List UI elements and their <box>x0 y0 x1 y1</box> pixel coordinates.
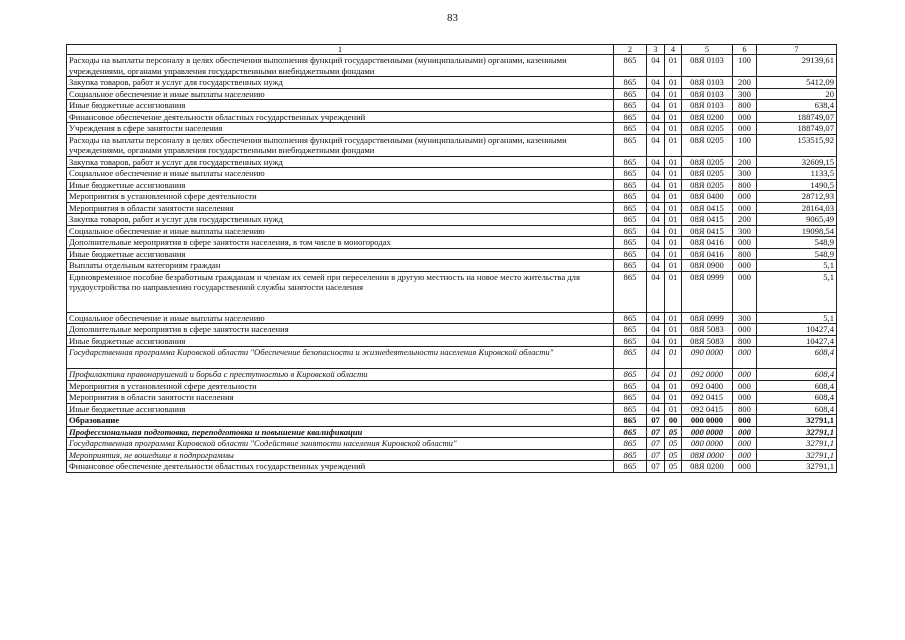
row-name-cell: Государственная программа Кировской области "Содействие занятости населения Кировской области" <box>67 438 614 450</box>
expense-type-cell: 100 <box>733 55 757 77</box>
row-name-cell: Финансовое обеспечение деятельности областных государственных учреждений <box>67 111 614 123</box>
table-row <box>67 392 837 404</box>
table-row <box>67 237 837 249</box>
row-name-cell: Иные бюджетные ассигнования <box>67 100 614 112</box>
table-row <box>67 415 837 427</box>
subsection-code-cell: 01 <box>665 214 682 226</box>
row-name-cell: Мероприятия в области занятости населения <box>67 202 614 214</box>
table-row <box>67 380 837 392</box>
grbs-code-cell: 865 <box>614 111 647 123</box>
row-name-cell: Мероприятия в установленной сфере деятельности <box>67 191 614 203</box>
row-name-cell: Учреждения в сфере занятости населения <box>67 123 614 135</box>
row-name-cell: Иные бюджетные ассигнования <box>67 403 614 415</box>
grbs-code-cell: 865 <box>614 449 647 461</box>
amount-cell: 32791,1 <box>757 426 837 438</box>
target-article-cell: 08Я 0416 <box>682 237 733 249</box>
section-code-cell: 04 <box>647 369 665 381</box>
grbs-code-cell: 865 <box>614 369 647 381</box>
amount-cell: 32791,1 <box>757 438 837 450</box>
amount-cell: 32791,1 <box>757 449 837 461</box>
table-row <box>67 100 837 112</box>
expense-type-cell: 000 <box>733 461 757 473</box>
section-code-cell: 04 <box>647 312 665 324</box>
table-row <box>67 248 837 260</box>
expense-type-cell: 300 <box>733 168 757 180</box>
row-name-cell: Мероприятия в установленной сфере деятельности <box>67 380 614 392</box>
expense-type-cell: 200 <box>733 77 757 89</box>
header-cell: 6 <box>733 45 757 55</box>
amount-cell: 28164,03 <box>757 202 837 214</box>
target-article-cell: 08Я 5083 <box>682 324 733 336</box>
subsection-code-cell: 01 <box>665 225 682 237</box>
grbs-code-cell: 865 <box>614 380 647 392</box>
table-row <box>67 179 837 191</box>
expense-type-cell: 800 <box>733 248 757 260</box>
grbs-code-cell: 865 <box>614 77 647 89</box>
row-name-cell: Единовременное пособие безработным гражданам и членам их семей при переселении в другую местность на новое место жительства для трудоустройства по направлению государственной службы занятости населения <box>67 271 614 312</box>
table-row <box>67 214 837 226</box>
row-name-cell: Иные бюджетные ассигнования <box>67 179 614 191</box>
amount-cell: 19098,54 <box>757 225 837 237</box>
grbs-code-cell: 865 <box>614 202 647 214</box>
section-code-cell: 04 <box>647 134 665 156</box>
grbs-code-cell: 865 <box>614 324 647 336</box>
row-name-cell: Дополнительные мероприятия в сфере занятости населения <box>67 324 614 336</box>
expense-type-cell: 200 <box>733 214 757 226</box>
grbs-code-cell: 865 <box>614 312 647 324</box>
amount-cell: 5,1 <box>757 312 837 324</box>
expense-type-cell: 000 <box>733 415 757 427</box>
target-article-cell: 08Я 0205 <box>682 179 733 191</box>
target-article-cell: 092 0415 <box>682 403 733 415</box>
subsection-code-cell: 01 <box>665 248 682 260</box>
table-row <box>67 77 837 89</box>
row-name-cell: Профессиональная подготовка, переподготовка и повышение квалификации <box>67 426 614 438</box>
subsection-code-cell: 01 <box>665 335 682 347</box>
header-cell: 3 <box>647 45 665 55</box>
row-name-cell: Социальное обеспечение и иные выплаты населению <box>67 168 614 180</box>
grbs-code-cell: 865 <box>614 88 647 100</box>
target-article-cell: 090 0000 <box>682 347 733 369</box>
table-row <box>67 426 837 438</box>
amount-cell: 9065,49 <box>757 214 837 226</box>
row-name-cell: Профилактика правонарушений и борьба с преступностью в Кировской области <box>67 369 614 381</box>
section-code-cell: 04 <box>647 392 665 404</box>
section-code-cell: 04 <box>647 225 665 237</box>
amount-cell: 28712,93 <box>757 191 837 203</box>
table-row <box>67 461 837 473</box>
target-article-cell: 08Я 0103 <box>682 55 733 77</box>
expense-type-cell: 000 <box>733 392 757 404</box>
subsection-code-cell: 05 <box>665 438 682 450</box>
section-code-cell: 07 <box>647 438 665 450</box>
expense-type-cell: 000 <box>733 369 757 381</box>
expense-type-cell: 800 <box>733 335 757 347</box>
amount-cell: 188749,07 <box>757 111 837 123</box>
section-code-cell: 07 <box>647 449 665 461</box>
amount-cell: 5,1 <box>757 271 837 312</box>
amount-cell: 5,1 <box>757 260 837 272</box>
amount-cell: 638,4 <box>757 100 837 112</box>
table-row <box>67 168 837 180</box>
expense-type-cell: 000 <box>733 324 757 336</box>
grbs-code-cell: 865 <box>614 392 647 404</box>
target-article-cell: 092 0000 <box>682 369 733 381</box>
section-code-cell: 04 <box>647 55 665 77</box>
section-code-cell: 04 <box>647 403 665 415</box>
expense-type-cell: 800 <box>733 100 757 112</box>
table-row <box>67 324 837 336</box>
target-article-cell: 000 0000 <box>682 415 733 427</box>
subsection-code-cell: 01 <box>665 392 682 404</box>
section-code-cell: 04 <box>647 168 665 180</box>
target-article-cell: 08Я 0205 <box>682 134 733 156</box>
table-row <box>67 111 837 123</box>
amount-cell: 153515,92 <box>757 134 837 156</box>
grbs-code-cell: 865 <box>614 168 647 180</box>
row-name-cell: Расходы на выплаты персоналу в целях обеспечения выполнения функций государственными (муниципальными) органами, казенными учреждениями, органами управления государственными внебюджетными фондами <box>67 134 614 156</box>
table-row <box>67 156 837 168</box>
expense-type-cell: 000 <box>733 438 757 450</box>
subsection-code-cell: 01 <box>665 179 682 191</box>
subsection-code-cell: 01 <box>665 380 682 392</box>
header-cell: 7 <box>757 45 837 55</box>
grbs-code-cell: 865 <box>614 55 647 77</box>
amount-cell: 5412,09 <box>757 77 837 89</box>
subsection-code-cell: 01 <box>665 123 682 135</box>
amount-cell: 32791,1 <box>757 461 837 473</box>
subsection-code-cell: 01 <box>665 191 682 203</box>
amount-cell: 608,4 <box>757 392 837 404</box>
target-article-cell: 08Я 0200 <box>682 111 733 123</box>
target-article-cell: 08Я 0415 <box>682 202 733 214</box>
budget-table <box>66 44 837 473</box>
table-row <box>67 271 837 312</box>
header-row <box>67 45 837 55</box>
section-code-cell: 04 <box>647 77 665 89</box>
amount-cell: 32609,15 <box>757 156 837 168</box>
table-row <box>67 312 837 324</box>
target-article-cell: 08Я 0400 <box>682 191 733 203</box>
target-article-cell: 08Я 0415 <box>682 225 733 237</box>
subsection-code-cell: 01 <box>665 369 682 381</box>
table-row <box>67 88 837 100</box>
target-article-cell: 08Я 0205 <box>682 168 733 180</box>
target-article-cell: 000 0000 <box>682 426 733 438</box>
amount-cell: 608,4 <box>757 403 837 415</box>
grbs-code-cell: 865 <box>614 260 647 272</box>
section-code-cell: 04 <box>647 123 665 135</box>
amount-cell: 1490,5 <box>757 179 837 191</box>
expense-type-cell: 000 <box>733 380 757 392</box>
section-code-cell: 04 <box>647 324 665 336</box>
expense-type-cell: 300 <box>733 225 757 237</box>
subsection-code-cell: 01 <box>665 77 682 89</box>
table-row <box>67 438 837 450</box>
amount-cell: 29139,61 <box>757 55 837 77</box>
row-name-cell: Закупка товаров, работ и услуг для государственных нужд <box>67 156 614 168</box>
grbs-code-cell: 865 <box>614 156 647 168</box>
grbs-code-cell: 865 <box>614 415 647 427</box>
subsection-code-cell: 01 <box>665 156 682 168</box>
section-code-cell: 04 <box>647 202 665 214</box>
table-row <box>67 335 837 347</box>
target-article-cell: 092 0415 <box>682 392 733 404</box>
table-row <box>67 369 837 381</box>
row-name-cell: Финансовое обеспечение деятельности областных государственных учреждений <box>67 461 614 473</box>
table-row <box>67 260 837 272</box>
header-cell: 1 <box>67 45 614 55</box>
table-row <box>67 403 837 415</box>
grbs-code-cell: 865 <box>614 225 647 237</box>
section-code-cell: 04 <box>647 100 665 112</box>
expense-type-cell: 300 <box>733 312 757 324</box>
subsection-code-cell: 01 <box>665 312 682 324</box>
section-code-cell: 04 <box>647 271 665 312</box>
target-article-cell: 08Я 0103 <box>682 88 733 100</box>
grbs-code-cell: 865 <box>614 248 647 260</box>
expense-type-cell: 000 <box>733 202 757 214</box>
grbs-code-cell: 865 <box>614 123 647 135</box>
table-row <box>67 225 837 237</box>
subsection-code-cell: 01 <box>665 237 682 249</box>
grbs-code-cell: 865 <box>614 426 647 438</box>
target-article-cell: 08Я 0900 <box>682 260 733 272</box>
target-article-cell: 08Я 0999 <box>682 271 733 312</box>
row-name-cell: Мероприятия, не вошедшие в подпрограммы <box>67 449 614 461</box>
subsection-code-cell: 01 <box>665 55 682 77</box>
target-article-cell: 092 0400 <box>682 380 733 392</box>
section-code-cell: 04 <box>647 214 665 226</box>
subsection-code-cell: 01 <box>665 202 682 214</box>
section-code-cell: 07 <box>647 415 665 427</box>
table-row <box>67 123 837 135</box>
header-cell: 2 <box>614 45 647 55</box>
section-code-cell: 04 <box>647 335 665 347</box>
grbs-code-cell: 865 <box>614 237 647 249</box>
target-article-cell: 080 0000 <box>682 438 733 450</box>
page-number: 83 <box>447 12 458 24</box>
expense-type-cell: 000 <box>733 449 757 461</box>
target-article-cell: 08Я 0415 <box>682 214 733 226</box>
expense-type-cell: 000 <box>733 237 757 249</box>
subsection-code-cell: 01 <box>665 168 682 180</box>
grbs-code-cell: 865 <box>614 179 647 191</box>
table-row <box>67 449 837 461</box>
section-code-cell: 07 <box>647 461 665 473</box>
amount-cell: 608,4 <box>757 369 837 381</box>
section-code-cell: 04 <box>647 156 665 168</box>
amount-cell: 548,9 <box>757 237 837 249</box>
section-code-cell: 04 <box>647 111 665 123</box>
expense-type-cell: 300 <box>733 88 757 100</box>
grbs-code-cell: 865 <box>614 100 647 112</box>
grbs-code-cell: 865 <box>614 438 647 450</box>
grbs-code-cell: 865 <box>614 335 647 347</box>
row-name-cell: Иные бюджетные ассигнования <box>67 248 614 260</box>
expense-type-cell: 000 <box>733 111 757 123</box>
section-code-cell: 04 <box>647 237 665 249</box>
table-row <box>67 191 837 203</box>
target-article-cell: 08Я 0416 <box>682 248 733 260</box>
expense-type-cell: 000 <box>733 426 757 438</box>
section-code-cell: 04 <box>647 179 665 191</box>
target-article-cell: 08Я 0200 <box>682 461 733 473</box>
target-article-cell: 08Я 0205 <box>682 123 733 135</box>
subsection-code-cell: 01 <box>665 324 682 336</box>
expense-type-cell: 000 <box>733 260 757 272</box>
expense-type-cell: 000 <box>733 191 757 203</box>
grbs-code-cell: 865 <box>614 461 647 473</box>
subsection-code-cell: 01 <box>665 403 682 415</box>
subsection-code-cell: 01 <box>665 260 682 272</box>
subsection-code-cell: 05 <box>665 449 682 461</box>
target-article-cell: 08Я 0103 <box>682 100 733 112</box>
expense-type-cell: 000 <box>733 347 757 369</box>
expense-type-cell: 000 <box>733 123 757 135</box>
subsection-code-cell: 01 <box>665 271 682 312</box>
amount-cell: 608,4 <box>757 347 837 369</box>
expense-type-cell: 200 <box>733 156 757 168</box>
grbs-code-cell: 865 <box>614 214 647 226</box>
row-name-cell: Закупка товаров, работ и услуг для государственных нужд <box>67 214 614 226</box>
amount-cell: 608,4 <box>757 380 837 392</box>
grbs-code-cell: 865 <box>614 271 647 312</box>
row-name-cell: Дополнительные мероприятия в сфере занятости населения, в том числе в моногородах <box>67 237 614 249</box>
expense-type-cell: 800 <box>733 403 757 415</box>
subsection-code-cell: 01 <box>665 88 682 100</box>
table-row <box>67 202 837 214</box>
row-name-cell: Социальное обеспечение и иные выплаты населению <box>67 225 614 237</box>
amount-cell: 20 <box>757 88 837 100</box>
subsection-code-cell: 01 <box>665 134 682 156</box>
row-name-cell: Образование <box>67 415 614 427</box>
header-cell: 5 <box>682 45 733 55</box>
table-body <box>67 55 837 473</box>
header-cell: 4 <box>665 45 682 55</box>
table-row <box>67 55 837 77</box>
subsection-code-cell: 01 <box>665 347 682 369</box>
subsection-code-cell: 05 <box>665 426 682 438</box>
table-row <box>67 347 837 369</box>
section-code-cell: 04 <box>647 260 665 272</box>
target-article-cell: 08Я 0103 <box>682 77 733 89</box>
row-name-cell: Государственная программа Кировской области "Обеспечение безопасности и жизнедеятельности населения Кировской области" <box>67 347 614 369</box>
row-name-cell: Выплаты отдельным категориям граждан <box>67 260 614 272</box>
row-name-cell: Социальное обеспечение и иные выплаты населению <box>67 88 614 100</box>
target-article-cell: 08Я 0000 <box>682 449 733 461</box>
grbs-code-cell: 865 <box>614 191 647 203</box>
grbs-code-cell: 865 <box>614 403 647 415</box>
subsection-code-cell: 00 <box>665 415 682 427</box>
subsection-code-cell: 01 <box>665 100 682 112</box>
row-name-cell: Социальное обеспечение и иные выплаты населению <box>67 312 614 324</box>
subsection-code-cell: 01 <box>665 111 682 123</box>
section-code-cell: 04 <box>647 380 665 392</box>
section-code-cell: 07 <box>647 426 665 438</box>
amount-cell: 10427,4 <box>757 324 837 336</box>
row-name-cell: Закупка товаров, работ и услуг для государственных нужд <box>67 77 614 89</box>
amount-cell: 1133,5 <box>757 168 837 180</box>
amount-cell: 10427,4 <box>757 335 837 347</box>
row-name-cell: Мероприятия в области занятости населения <box>67 392 614 404</box>
table-row <box>67 134 837 156</box>
section-code-cell: 04 <box>647 191 665 203</box>
amount-cell: 188749,07 <box>757 123 837 135</box>
expense-type-cell: 000 <box>733 271 757 312</box>
section-code-cell: 04 <box>647 88 665 100</box>
amount-cell: 32791,1 <box>757 415 837 427</box>
grbs-code-cell: 865 <box>614 134 647 156</box>
target-article-cell: 08Я 0999 <box>682 312 733 324</box>
target-article-cell: 08Я 0205 <box>682 156 733 168</box>
row-name-cell: Расходы на выплаты персоналу в целях обеспечения выполнения функций государственными (муниципальными) органами, казенными учреждениями, органами управления государственными внебюджетными фондами <box>67 55 614 77</box>
row-name-cell: Иные бюджетные ассигнования <box>67 335 614 347</box>
grbs-code-cell: 865 <box>614 347 647 369</box>
expense-type-cell: 800 <box>733 179 757 191</box>
section-code-cell: 04 <box>647 347 665 369</box>
target-article-cell: 08Я 5083 <box>682 335 733 347</box>
amount-cell: 548,9 <box>757 248 837 260</box>
expense-type-cell: 100 <box>733 134 757 156</box>
section-code-cell: 04 <box>647 248 665 260</box>
subsection-code-cell: 05 <box>665 461 682 473</box>
